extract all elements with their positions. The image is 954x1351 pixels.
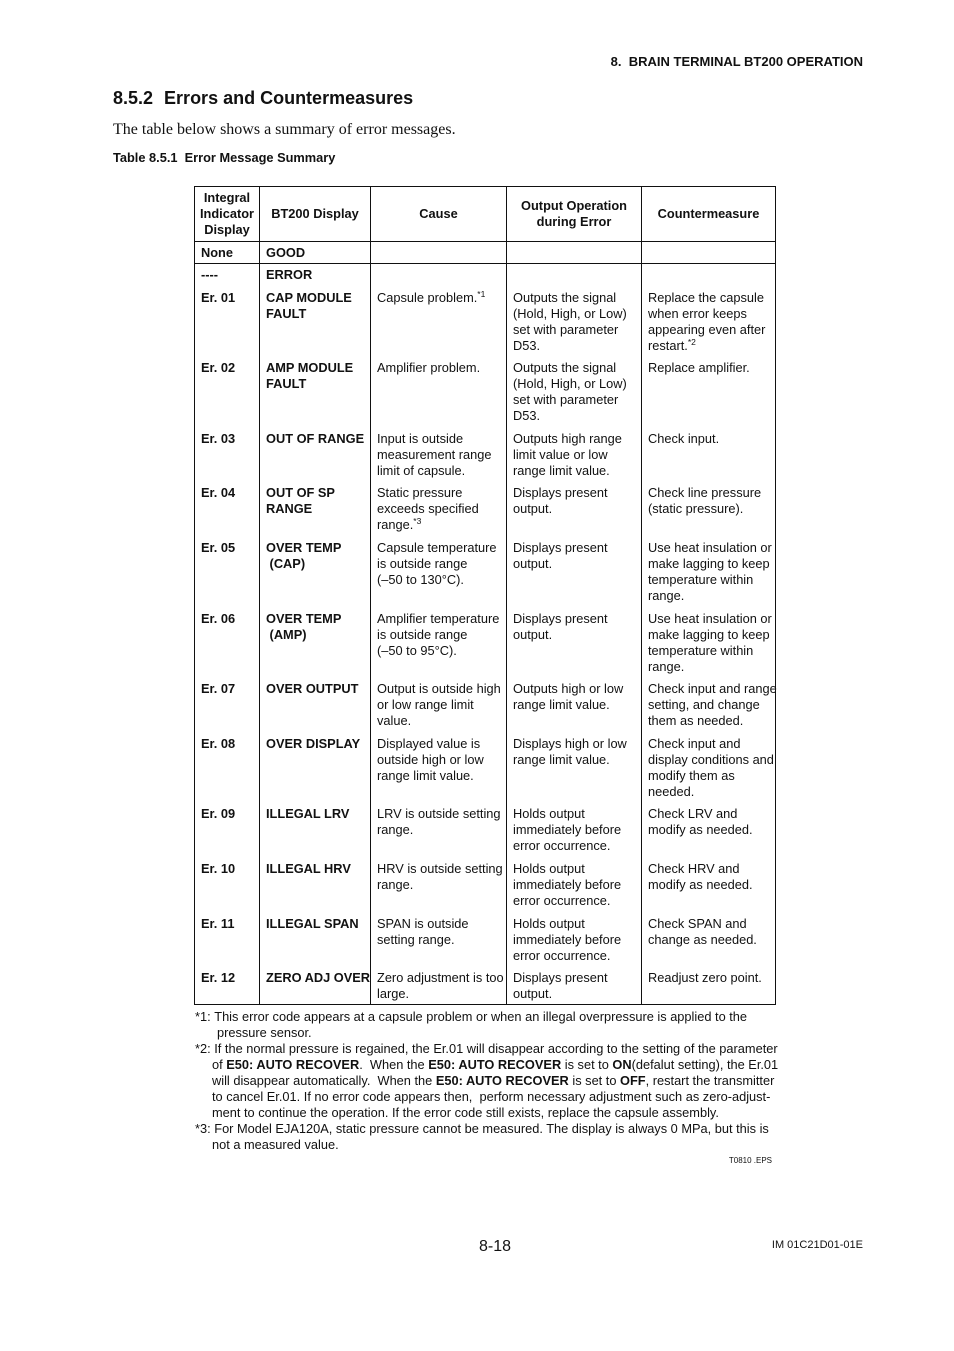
cell-text-line: error occurrence. (513, 947, 611, 963)
cell-text-line: Er. 07 (201, 681, 236, 697)
cell-text-line: Er. 11 (201, 915, 235, 931)
cell-text-line: display conditions and (648, 751, 774, 767)
cell-text-line: RANGE (266, 501, 313, 517)
cell-text-line: OVER TEMP (266, 539, 342, 555)
output-operation-cell (507, 916, 642, 971)
cell-text-line: Displays high or low (513, 735, 627, 751)
cell-text-line: set with parameter (513, 321, 619, 337)
cell-text-line: range limit value. (377, 767, 474, 783)
countermeasure-cell (642, 290, 776, 361)
output-operation-cell (507, 360, 642, 431)
cell-text-line: immediately before (513, 931, 622, 947)
cell-text-line: output. (513, 501, 553, 517)
cell-text-line: Er. 12 (201, 970, 236, 986)
cell-text-line: ---- (201, 267, 219, 282)
output-operation-cell (507, 970, 642, 1005)
emphasis-text: OFF (620, 1073, 646, 1088)
footnote (195, 1009, 778, 1041)
cell-text-line: Holds output (513, 860, 585, 876)
countermeasure-cell (642, 970, 776, 1005)
cell-text-line: Cause (419, 206, 458, 221)
countermeasure-cell (642, 736, 776, 807)
footnote-text: to cancel Er.01. If no error code appears then, perform necessary adjustment such as zero-adjust- (212, 1089, 771, 1104)
table-head (195, 187, 776, 242)
cell-text-line: Readjust zero point. (648, 970, 762, 986)
countermeasure-cell (642, 360, 776, 431)
cell-text-line: them as needed. (648, 713, 744, 729)
cell-text-line: Use heat insulation or (648, 539, 772, 555)
indicator-display-cell (195, 540, 260, 611)
cause-cell (371, 806, 507, 861)
cell-text-line: output. (513, 626, 553, 642)
bt200-display-cell (260, 970, 371, 1005)
cause-cell (371, 970, 507, 1005)
cell-text-line: immediately before (513, 822, 622, 838)
cell-text-line: output. (513, 986, 553, 1002)
cell-text-line: Amplifier temperature (377, 610, 500, 626)
footnote-reference: *3 (413, 516, 422, 527)
footnotes (195, 1009, 778, 1153)
cell-text-line: limit of capsule. (377, 462, 466, 478)
cell-text-line: set with parameter (513, 392, 619, 408)
bt200-display-cell (260, 264, 371, 290)
cell-text-line: HRV is outside setting (377, 860, 503, 876)
section-title: Errors and Countermeasures (164, 88, 414, 108)
countermeasure-cell (642, 806, 776, 861)
error-row (195, 681, 776, 736)
footnote-text: not a measured value. (212, 1137, 339, 1152)
footnote-text: is set to (561, 1057, 613, 1072)
cell-text-line: (AMP) (266, 626, 307, 642)
cell-text-line: Outputs the signal (513, 289, 617, 305)
output-operation-cell (507, 431, 642, 486)
output-operation-cell (507, 736, 642, 807)
cell-text-line: Displays present (513, 539, 608, 555)
error-row (195, 485, 776, 540)
cell-text-line: Check HRV and (648, 860, 740, 876)
cell-text-line: Display (204, 222, 250, 237)
footnote-text: . When the (359, 1057, 429, 1072)
cell-text-line: Er. 08 (201, 735, 236, 751)
cell-text-line: ILLEGAL HRV (266, 860, 351, 876)
cell-text-line: OUT OF SP (266, 485, 335, 501)
footnote (195, 1121, 778, 1153)
cell-text-line: GOOD (266, 244, 306, 260)
cell-text-line: (Hold, High, or Low) (513, 305, 627, 321)
cell-text-line: Integral (203, 190, 251, 205)
cause-cell (371, 916, 507, 971)
cell-text-line: range limit value. (513, 462, 610, 478)
cell-text-line: error occurrence. (513, 838, 611, 854)
indicator-display-cell (195, 916, 260, 971)
countermeasure-cell (642, 611, 776, 682)
error-message-table (194, 186, 776, 1005)
indicator-display-cell (195, 736, 260, 807)
footnote-text: ment to continue the operation. If the error code still exists, replace the capsule assembly. (212, 1105, 719, 1120)
footnote-mark: *1: (195, 1009, 211, 1024)
footnote-line (212, 1105, 778, 1121)
cell-text-line: D53. (513, 337, 541, 353)
cell-text-line: large. (377, 986, 410, 1002)
cell-text-line: FAULT (266, 376, 307, 392)
countermeasure-cell (642, 431, 776, 486)
cell-text-line: range limit value. (513, 697, 610, 713)
page-number: 8-18 (479, 1238, 512, 1255)
footnote-text: pressure sensor. (217, 1025, 312, 1040)
output-operation-cell (507, 861, 642, 916)
error-row (195, 916, 776, 971)
cell-text-line: range limit value. (513, 751, 610, 767)
error-row (195, 540, 776, 611)
cell-text-line (377, 290, 506, 306)
emphasis-text: E50: AUTO RECOVER (428, 1057, 562, 1072)
good-status-row (195, 242, 776, 264)
section-number: 8.5.2 (113, 88, 154, 108)
cause-cell (371, 611, 507, 682)
countermeasure-cell (642, 540, 776, 611)
error-row (195, 806, 776, 861)
cell-text-line: Use heat insulation or (648, 610, 772, 626)
output-operation-cell (507, 290, 642, 361)
cell-text-line: FAULT (266, 305, 307, 321)
cell-text-line: Outputs high range (513, 430, 622, 446)
cell-text-line: (CAP) (266, 555, 306, 571)
cell-text-line: when error keeps (648, 305, 747, 321)
cause-cell (371, 681, 507, 736)
cause-cell (371, 242, 507, 264)
document-id: IM 01C21D01-01E (771, 1239, 863, 1251)
countermeasure-cell (642, 916, 776, 971)
bt200-display-cell (260, 485, 371, 540)
cell-text-line: output. (513, 555, 553, 571)
cell-text-line: temperature within (648, 642, 754, 658)
footnote-line (212, 1137, 778, 1153)
cause-cell (371, 360, 507, 431)
cell-text-line: Static pressure (377, 485, 463, 501)
bt200-display-cell (260, 916, 371, 971)
footnote-line (195, 1009, 778, 1025)
cell-text-line: Output is outside high (377, 681, 501, 697)
cell-text-line: (Hold, High, or Low) (513, 376, 627, 392)
output-operation-header (507, 187, 642, 242)
cell-text-line: ILLEGAL LRV (266, 806, 350, 822)
cause-cell (371, 485, 507, 540)
cell-text-line: Er. 01 (201, 289, 236, 305)
cell-text-line: Capsule temperature (377, 539, 497, 555)
cause-cell (371, 540, 507, 611)
error-row (195, 360, 776, 431)
cell-text-line: Displayed value is (377, 735, 481, 751)
indicator-display-cell (195, 290, 260, 361)
intro-text: The table below shows a summary of error messages. (113, 121, 456, 138)
table-caption: Table 8.5.1 Error Message Summary (113, 150, 336, 165)
countermeasure-cell (642, 242, 776, 264)
cell-text-line: ZERO ADJ OVER (266, 970, 371, 986)
cell-text-line: make lagging to keep (648, 555, 770, 571)
cell-text-line: measurement range (377, 446, 492, 462)
cell-text-line: change as needed. (648, 931, 757, 947)
cell-text-line: (static pressure). (648, 501, 744, 517)
footnote-mark: *3: (195, 1121, 211, 1136)
cause-cell (371, 290, 507, 361)
footnote-line (212, 1089, 778, 1105)
cell-text-line: SPAN is outside (377, 915, 469, 931)
footnote-text: , restart the transmitter (645, 1073, 775, 1088)
cell-text-line: Replace the capsule (648, 289, 764, 305)
cell-text-line: limit value or low (513, 446, 608, 462)
output-operation-cell (507, 611, 642, 682)
cell-text-line: outside high or low (377, 751, 484, 767)
cell-text-line: Output Operation (521, 198, 627, 213)
cell-text-line: Indicator (199, 206, 255, 221)
cell-text-line: Displays present (513, 485, 608, 501)
error-row (195, 290, 776, 361)
cell-text-line: Er. 03 (201, 430, 236, 446)
footnote-line (195, 1121, 778, 1137)
cell-text-line: temperature within (648, 571, 754, 587)
cell-text-line: OUT OF RANGE (266, 430, 365, 446)
output-operation-cell (507, 242, 642, 264)
indicator-display-cell (195, 242, 260, 264)
indicator-display-cell (195, 970, 260, 1005)
cell-text-line: Check input. (648, 430, 720, 446)
cell-text-line: LRV is outside setting (377, 806, 501, 822)
error-row (195, 861, 776, 916)
footnote-text: of (212, 1057, 227, 1072)
cell-text-line: Er. 04 (201, 485, 236, 501)
cell-text-line: Check LRV and (648, 806, 738, 822)
cell-text-line: Outputs the signal (513, 360, 617, 376)
cell-text-line: CAP MODULE (266, 289, 352, 305)
indicator-display-cell (195, 431, 260, 486)
cell-text-line: AMP MODULE (266, 360, 354, 376)
cell-text-line: modify as needed. (648, 822, 753, 838)
cell-text-line: BT200 Display (271, 206, 359, 221)
cell-text-line: D53. (513, 408, 541, 424)
cell-text-line: Er. 02 (201, 360, 236, 376)
cell-text-line: setting, and change (648, 697, 760, 713)
indicator-display-cell (195, 264, 260, 290)
output-operation-cell (507, 681, 642, 736)
cell-text-line: OVER TEMP (266, 610, 342, 626)
error-row (195, 736, 776, 807)
countermeasure-cell (642, 264, 776, 290)
cell-text-line: Check input and range (648, 681, 777, 697)
footnote-text: is set to (568, 1073, 621, 1088)
indicator-display-header (195, 187, 260, 242)
bt200-display-cell (260, 861, 371, 916)
cell-text-line: Input is outside (377, 430, 464, 446)
cause-cell (371, 431, 507, 486)
bt200-display-header (260, 187, 371, 242)
footnote-mark: *2: (195, 1041, 211, 1056)
error-row (195, 970, 776, 1005)
cause-cell (371, 736, 507, 807)
cell-text: range. (377, 517, 414, 533)
cell-text-line: error occurrence. (513, 892, 611, 908)
emphasis-text: E50: AUTO RECOVER (435, 1073, 569, 1088)
error-row (195, 431, 776, 486)
cell-text-line: Er. 09 (201, 806, 236, 822)
cell-text-line: None (201, 244, 233, 260)
cell-text-line: or low range limit (377, 697, 474, 713)
cell-text-line: Amplifier problem. (377, 360, 481, 376)
indicator-display-cell (195, 360, 260, 431)
cell-text-line: needed. (648, 783, 695, 799)
indicator-display-cell (195, 861, 260, 916)
bt200-display-cell (260, 736, 371, 807)
footnote-reference: *2 (687, 336, 696, 347)
cell-text-line: Holds output (513, 806, 585, 822)
cell-text-line: OVER OUTPUT (266, 681, 359, 697)
error-row (195, 264, 776, 290)
cell-text-line: Check input and (648, 735, 741, 751)
cell-text-line: make lagging to keep (648, 626, 770, 642)
footnote-line (212, 1057, 778, 1073)
output-operation-cell (507, 264, 642, 290)
table-header-row (195, 187, 776, 242)
table-body (195, 242, 776, 1005)
bt200-display-cell (260, 681, 371, 736)
cell-text-line: ERROR (266, 267, 313, 282)
section-heading (113, 87, 413, 109)
countermeasure-cell (642, 485, 776, 540)
cell-text-line: ILLEGAL SPAN (266, 915, 359, 931)
cell-text-line: value. (377, 713, 412, 729)
cell-text-line: (–50 to 130°C). (377, 571, 464, 587)
cell-text-line: range. (648, 587, 685, 603)
cell-text-line: (–50 to 95°C). (377, 642, 457, 658)
countermeasure-cell (642, 681, 776, 736)
emphasis-text: ON (612, 1057, 632, 1072)
footnote-text: (defalut setting), the Er.01 (631, 1057, 779, 1072)
footnote-line (212, 1073, 778, 1089)
cell-text-line: appearing even after (648, 321, 766, 337)
cell-text: Capsule problem. (377, 289, 478, 305)
footnote-text: will disappear automatically. When the (212, 1073, 436, 1088)
countermeasure-header (642, 187, 776, 242)
cell-text-line: Er. 06 (201, 610, 236, 626)
bt200-display-cell (260, 290, 371, 361)
bt200-display-cell (260, 540, 371, 611)
cell-text-line: Countermeasure (657, 206, 760, 221)
bt200-display-cell (260, 806, 371, 861)
indicator-display-cell (195, 681, 260, 736)
cell-text-line: Er. 10 (201, 860, 236, 876)
cell-text-line: range. (648, 658, 685, 674)
cell-text-line: Er. 05 (201, 539, 236, 555)
cell-text-line: is outside range (377, 555, 468, 571)
cell-text-line: Zero adjustment is too (377, 970, 504, 986)
cell-text-line: Replace amplifier. (648, 360, 750, 376)
footnote-text: This error code appears at a capsule problem or when an illegal overpressure is applied to the (214, 1009, 748, 1024)
cell-text-line: Displays present (513, 970, 608, 986)
cell-text-line: Check line pressure (648, 485, 762, 501)
output-operation-cell (507, 540, 642, 611)
countermeasure-cell (642, 861, 776, 916)
indicator-display-cell (195, 485, 260, 540)
cell-text-line: Holds output (513, 915, 585, 931)
footnote-text: For Model EJA120A, static pressure cannot be measured. The display is always 0 MPa, but this is (214, 1121, 769, 1136)
cell-text-line: Outputs high or low (513, 681, 624, 697)
cell-text-line: Check SPAN and (648, 915, 747, 931)
cell-text-line: OVER DISPLAY (266, 735, 361, 751)
footnote-reference: *1 (477, 288, 486, 299)
cause-cell (371, 861, 507, 916)
cell-text-line (377, 517, 506, 533)
cell-text-line: modify as needed. (648, 876, 753, 892)
emphasis-text: E50: AUTO RECOVER (226, 1057, 360, 1072)
cell-text-line: Displays present (513, 610, 608, 626)
cell-text-line: range. (377, 876, 414, 892)
indicator-display-cell (195, 806, 260, 861)
cell-text-line (648, 338, 775, 354)
output-operation-cell (507, 485, 642, 540)
output-operation-cell (507, 806, 642, 861)
cell-text-line: is outside range (377, 626, 468, 642)
cell-text-line: modify them as (648, 767, 735, 783)
running-header: 8. BRAIN TERMINAL BT200 OPERATION (610, 54, 863, 69)
footnote-text: If the normal pressure is regained, the Er.01 will disappear according to the setting of the parameter (214, 1041, 778, 1056)
footnote (195, 1041, 778, 1121)
cause-cell (371, 264, 507, 290)
bt200-display-cell (260, 242, 371, 264)
cell-text: restart. (648, 337, 688, 353)
footnote-line (217, 1025, 778, 1041)
cause-header (371, 187, 507, 242)
bt200-display-cell (260, 431, 371, 486)
figure-id: T0810 .EPS (728, 1156, 772, 1165)
cell-text-line: setting range. (377, 931, 455, 947)
indicator-display-cell (195, 611, 260, 682)
cell-text-line: during Error (536, 214, 612, 229)
error-row (195, 611, 776, 682)
cell-text-line: range. (377, 822, 414, 838)
footnote-line (195, 1041, 778, 1057)
cell-text-line: immediately before (513, 876, 622, 892)
bt200-display-cell (260, 611, 371, 682)
cell-text-line: exceeds specified (377, 501, 479, 517)
bt200-display-cell (260, 360, 371, 431)
